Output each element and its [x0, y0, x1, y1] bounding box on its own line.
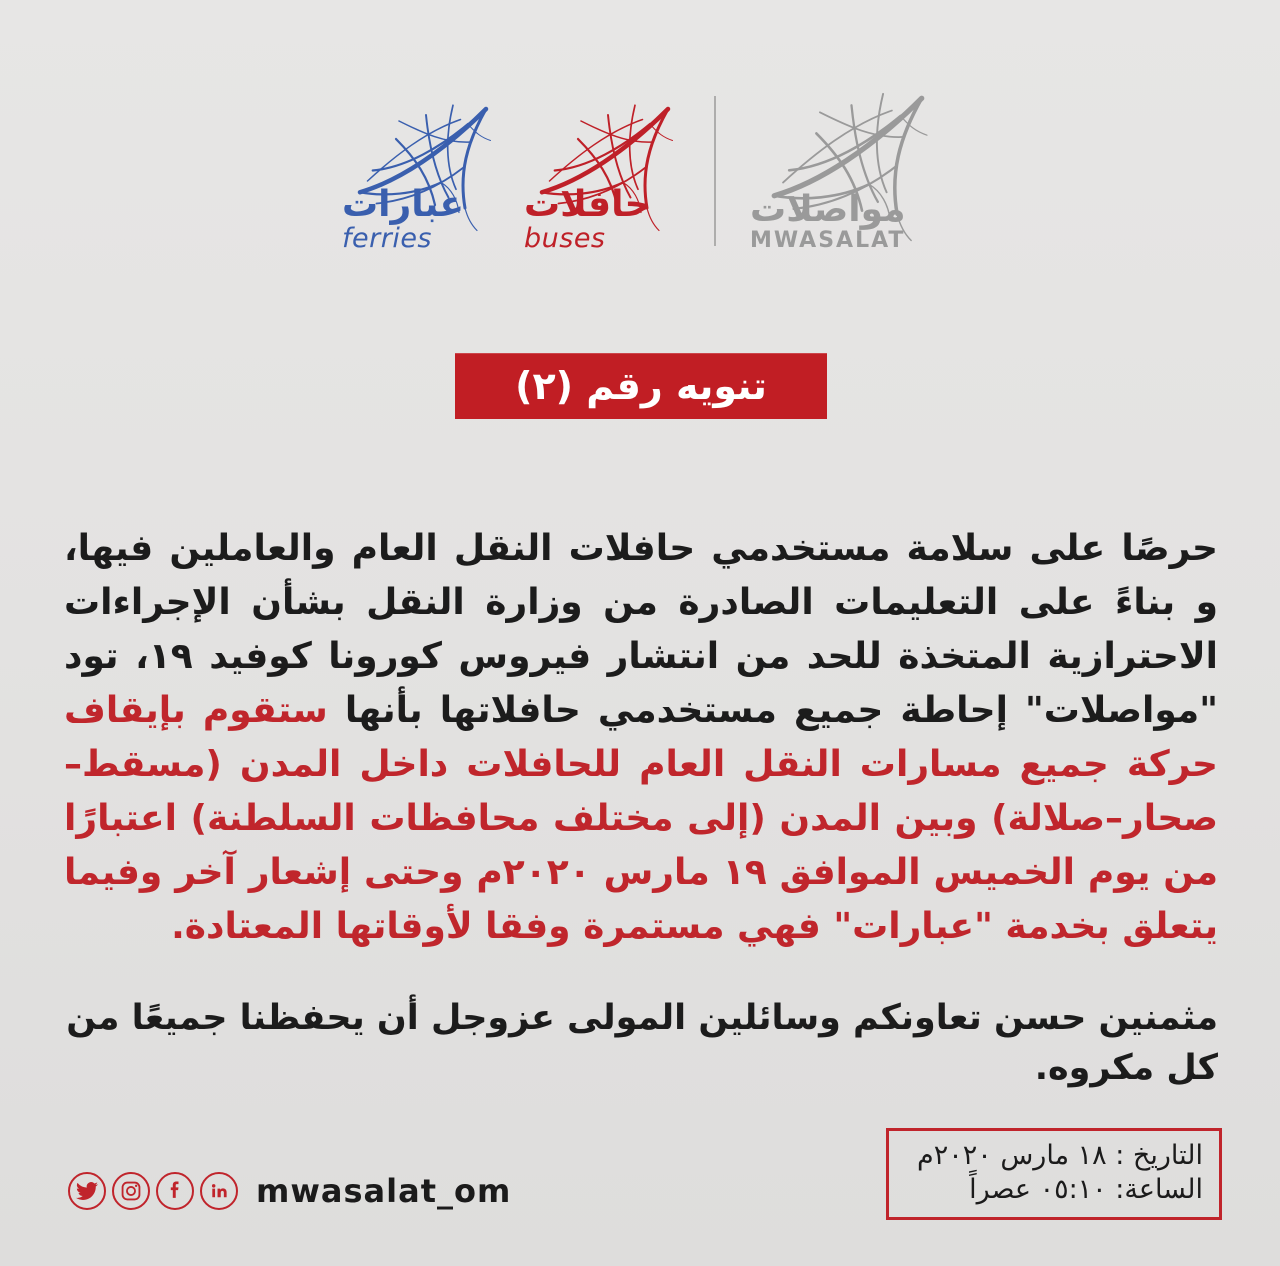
date-line: التاريخ : ١٨ مارس ٢٠٢٠م: [917, 1140, 1203, 1171]
instagram-icon: [112, 1172, 150, 1210]
ferries-logo-arabic: عبارات: [342, 184, 465, 225]
header-logos: [0, 86, 1280, 252]
buses-logo-arabic: حافلات: [524, 184, 651, 225]
logo-divider: [714, 96, 716, 246]
linkedin-icon: [200, 1172, 238, 1210]
social-bar: [68, 1172, 511, 1210]
body-red-text: ستقوم بإيقاف حركة جميع مسارات النقل العام للحافلات داخل المدن (مسقط–صحار–صلالة) وبين المدن (إلى مختلف محافظات السلطنة) اعتبارًا من يوم الخميس الموافق ١٩ مارس ٢٠٢٠م وحتى إشعار آخر وفيما يتعلق بخدمة "عبارات" فهي مستمرة وفقا لأوقاتها المعتادة.: [64, 690, 1218, 947]
notice-number-banner: تنويه رقم (٢): [455, 353, 827, 419]
date-time-box: [886, 1128, 1222, 1220]
body-black-text: حرصًا على سلامة مستخدمي حافلات النقل العام والعاملين فيها، و بناءً على التعليمات الصادرة من وزارة النقل بشأن الإجراءات الاحترازية المتخذة للحد من انتشار فيروس كورونا كوفيد ١٩، تود "مواصلات" إحاطة جميع مستخدمي حافلاتها بأنها: [64, 528, 1218, 731]
ferries-logo-latin: ferries: [342, 223, 432, 254]
social-handle: mwasalat_om: [256, 1172, 512, 1210]
twitter-icon: [68, 1172, 106, 1210]
mwasalat-logo-arabic: مواصلات: [750, 189, 906, 230]
time-line: الساعة: ٠٥:١٠ عصراً: [969, 1174, 1203, 1205]
announcement-body: [64, 522, 1218, 954]
buses-logo: [518, 92, 686, 252]
mwasalat-logo-latin: MWASALAT: [750, 228, 906, 253]
buses-logo-latin: buses: [524, 223, 606, 254]
facebook-icon: [156, 1172, 194, 1210]
closing-line: مثمنين حسن تعاونكم وسائلين المولى عزوجل أن يحفظنا جميعًا من كل مكروه.: [66, 998, 1218, 1088]
mwasalat-logo: [744, 86, 944, 252]
ferries-logo: [336, 92, 504, 252]
